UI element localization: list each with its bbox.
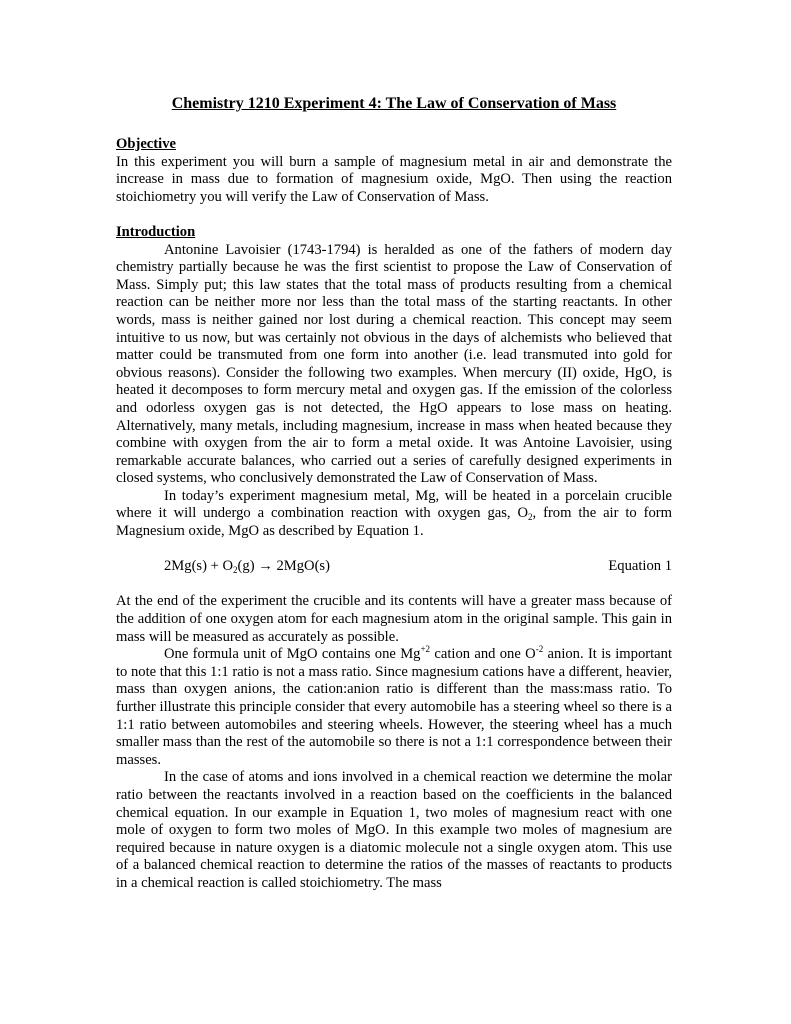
intro-paragraph-4-text-b: cation and one O (430, 646, 536, 663)
equation-1-label: Equation 1 (608, 558, 672, 575)
o2-subscript: 2 (528, 512, 533, 523)
intro-paragraph-2-text-b: , from the air to form Magnesium oxide, MgO as described by Equation 1. (116, 505, 673, 540)
intro-paragraph-2 (116, 488, 672, 541)
equation-1 (116, 558, 672, 576)
equation-o2-subscript: 2 (233, 565, 238, 576)
objective-section (116, 136, 672, 206)
mg-charge-superscript: +2 (420, 644, 431, 655)
intro-paragraph-1: Antonine Lavoisier (1743-1794) is heralded as one of the fathers of modern day chemistry partially because he was the first scientist to propose the Law of Conservation of Mass. Simply put; this law states that the total mass of products resulting from a chemical reaction can be neither more nor less than the total mass of the starting reactants. In other words, mass is neither gained nor lost during a chemical reaction. This concept may seem intuitive to us now, but was certainly not obvious in the days of alchemists who believed that matter could be transmuted from one form into another (i.e. lead transmuted into gold for obvious reasons). Consider the following two examples. When mercury (II) oxide, HgO, is heated it decomposes to form mercury metal and oxygen gas. If the emission of the colorless and odorless oxygen gas is not detected, the HgO appears to lose mass on heating. Alternatively, many metals, including magnesium, increase in mass when heated because they combine with oxygen from the air to form a metal oxide. It was Antoine Lavoisier, using remarkable accurate balances, who carried out a series of carefully designed experiments in closed systems, who conclusively demonstrated the Law of Conservation of Mass. (116, 241, 672, 487)
intro-paragraph-5: In the case of atoms and ions involved in a chemical reaction we determine the molar ratio between the reactants involved in a reaction based on the coefficients in the balanced chemical equation. In our example in Equation 1, two moles of magnesium react with one mole of oxygen to form two moles of MgO. In this example two moles of magnesium are required because in nature oxygen is a diatomic molecule not a single oxygen atom. This use of a balanced chemical reaction to determine the ratios of the masses of reactants to products in a chemical reaction is called stoichiometry. The mass (116, 769, 672, 891)
introduction-heading: Introduction (116, 223, 196, 240)
objective-heading: Objective (116, 136, 176, 152)
intro-paragraph-4-text-a: One formula unit of MgO contains one Mg (164, 646, 421, 663)
introduction-section (116, 224, 672, 893)
document-page (116, 94, 672, 893)
intro-paragraph-3: At the end of the experiment the crucible and its contents will have a greater mass because of the addition of one oxygen atom for each magnesium atom in the original sample. This gain in mass will be measured as accurately as possible. (116, 593, 672, 645)
equation-1-expression (164, 558, 330, 576)
equation-lhs: 2Mg(s) + O (164, 558, 234, 575)
intro-paragraph-2-text-a: In today’s experiment magnesium metal, Mg, will be heated in a porcelain crucible where it will undergo a combination reaction with oxygen gas, O (116, 487, 672, 522)
equation-rhs: (g) → 2MgO(s) (237, 558, 330, 575)
o-charge-superscript: -2 (535, 644, 544, 655)
intro-paragraph-4 (116, 646, 672, 769)
document-title: Chemistry 1210 Experiment 4: The Law of Conservation of Mass (171, 95, 617, 112)
objective-text: In this experiment you will burn a sample of magnesium metal in air and demonstrate the increase in mass due to formation of magnesium oxide, MgO. Then using the reaction stoichiometry you will verify the Law of Conservation of Mass. (116, 153, 672, 205)
intro-paragraph-4-text-c: anion. It is important to note that this 1:1 ratio is not a mass ratio. Since magnesium cations have a different, heavier, mass than oxygen anions, the cation:anion ratio is different than the mass:mass ratio. To further illustrate this principle consider that every automobile has a steering wheel so there is a 1:1 ratio between automobiles and steering wheels. However, the steering wheel has a much smaller mass than the rest of the automobile so there is not a 1:1 correspondence between their masses. (116, 646, 673, 768)
